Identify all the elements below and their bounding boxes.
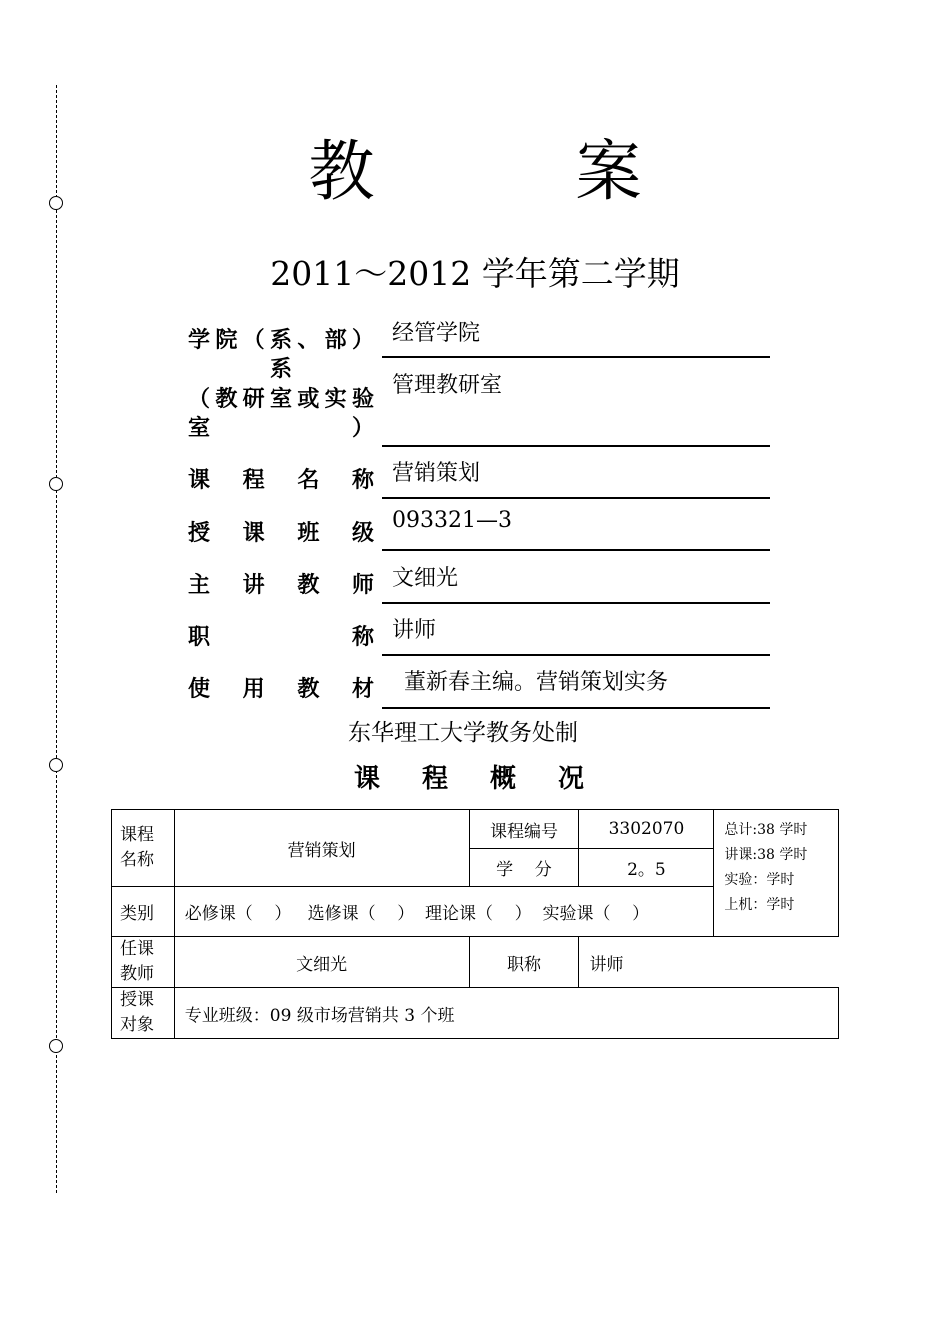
hours-lecture: 讲课:38 学时 (724, 847, 808, 863)
textbook-value: 董新春主编。营销策划实务 (404, 670, 669, 695)
rank-value: 讲师 (392, 618, 437, 643)
course-value: 营销策划 (392, 461, 481, 486)
textbook-label: 使用教材 (188, 676, 374, 702)
instructor-label: 任课 教师 (112, 937, 175, 988)
office-label-line1: 系 (269, 356, 292, 382)
category-options: 必修课（ ） 选修课（ ） 理论课（ ） 实验课（ ） (174, 887, 714, 937)
document-title: 教 案 (308, 133, 732, 210)
college-label: 学院（系、部） (188, 327, 374, 353)
course-name-label: 课程 名称 (112, 810, 175, 887)
credit-label: 学 分 (469, 849, 579, 887)
course-label: 课程名称 (188, 467, 374, 493)
hours-computer: 上机：学时 (724, 897, 795, 913)
binding-hole-icon (49, 1039, 63, 1053)
office-value: 管理教研室 (392, 373, 503, 398)
underline (382, 602, 770, 604)
target-label: 授课 对象 (112, 988, 175, 1039)
course-code-label: 课程编号 (469, 810, 579, 849)
underline (382, 497, 770, 499)
hours-total: 总计:38 学时 (724, 822, 808, 838)
target-cell: 专业班级：09 级市场营销共 3 个班 (174, 988, 838, 1039)
teacher-label: 主讲教师 (188, 572, 374, 598)
course-name-cell: 营销策划 (174, 810, 469, 887)
underline (382, 356, 770, 358)
college-value: 经管学院 (392, 321, 481, 346)
teacher-value: 文细光 (392, 566, 459, 591)
overview-title: 课程概况 (354, 764, 627, 794)
office-label-line2: （教研室或实验 (188, 386, 374, 412)
class-label: 授课班级 (188, 520, 374, 546)
credit-cell: 2。5 (579, 849, 714, 887)
underline (382, 445, 770, 447)
binding-hole-icon (49, 477, 63, 491)
issuer-note: 东华理工大学教务处制 (348, 720, 578, 746)
underline (382, 654, 770, 656)
course-overview-table (111, 809, 839, 1039)
academic-term: 2011～2012 学年第二学期 (270, 254, 680, 293)
category-label: 类别 (112, 887, 175, 937)
instructor-cell: 文细光 (174, 937, 469, 988)
instructor-rank-cell: 讲师 (579, 937, 839, 988)
course-code-cell: 3302070 (579, 810, 714, 849)
binding-hole-icon (49, 758, 63, 772)
hours-cell (714, 810, 839, 937)
underline (382, 549, 770, 551)
class-value: 093321—3 (392, 508, 512, 533)
underline (382, 707, 770, 709)
office-label-line3: 室） (188, 415, 374, 441)
hours-lab: 实验：学时 (724, 872, 795, 888)
rank-label: 职称 (188, 624, 374, 650)
instructor-rank-label: 职称 (469, 937, 579, 988)
